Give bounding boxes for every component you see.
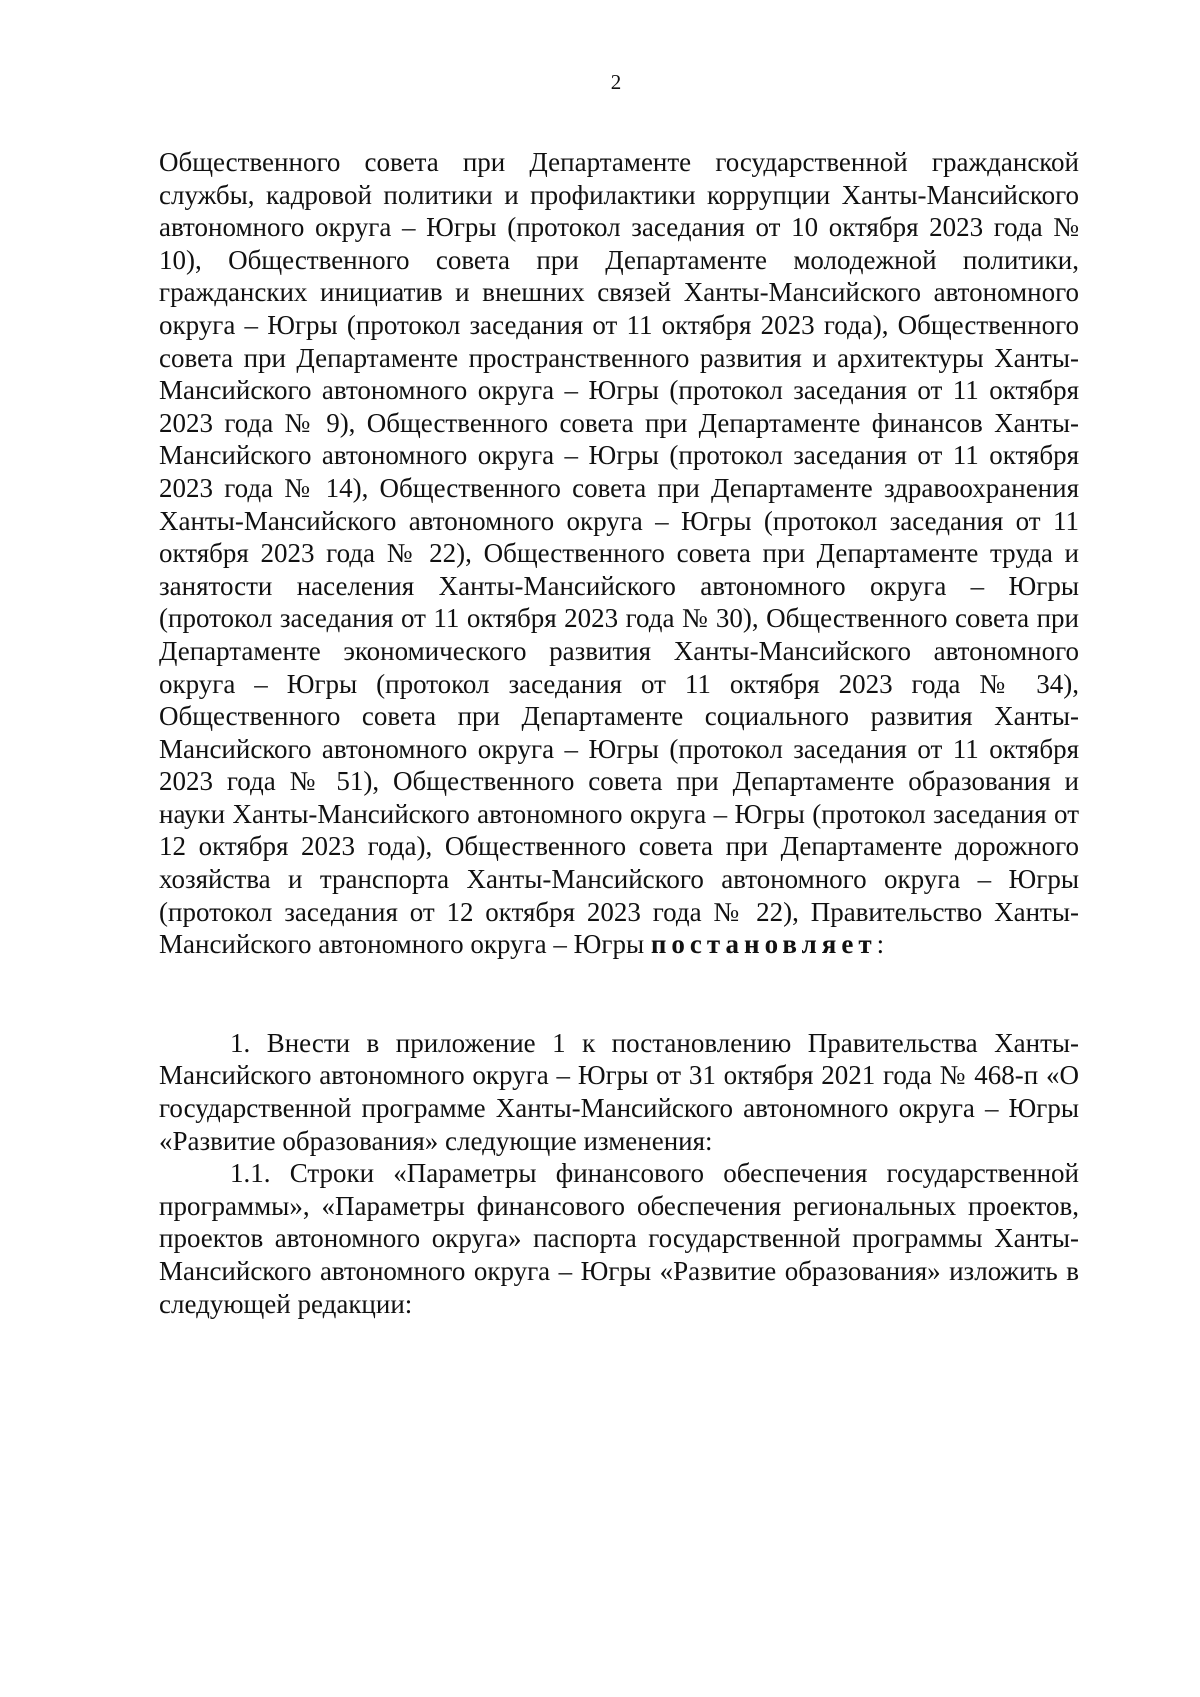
page-number: 2: [610, 70, 622, 94]
item-1-paragraph: 1. Внести в приложение 1 к постановлению Правительства Ханты-Мансийского автономного округа – Югры от 31 октября 2021 года № 468-п «О государственной программе Ханты-Мансийского автономного округа – Югры «Развитие образования» следующие изменения:: [159, 1027, 1079, 1156]
decree-word: постановляет: [650, 929, 877, 960]
preamble-paragraph: [159, 146, 1079, 961]
preamble-tail: :: [876, 929, 885, 960]
paragraph-gap: [159, 961, 1079, 1027]
preamble-text: Общественного совета при Департаменте государственной гражданской службы, кадровой политики и профилактики коррупции Ханты-Мансийского автономного округа – Югры (протокол заседания от 10 октября 2023 года № 10), Общественного совета при Департаменте молодежной политики, гражданских инициатив и внешних связей Ханты-Мансийского автономного округа – Югры (протокол заседания от 11 октября 2023 года), Общественного совета при Департаменте пространственного развития и архитектуры Ханты-Мансийского автономного округа – Югры (протокол заседания от 11 октября 2023 года № 9), Общественного совета при Департаменте финансов Ханты-Мансийского автономного округа – Югры (протокол заседания от 11 октября 2023 года № 14), Общественного совета при Департаменте здравоохранения Ханты-Мансийского автономного округа – Югры (протокол заседания от 11 октября 2023 года № 22), Общественного совета при Департаменте труда и занятости населения Ханты-Мансийского автономного округа – Югры (протокол заседания от 11 октября 2023 года № 30), Общественного совета при Департаменте экономического развития Ханты-Мансийского автономного округа – Югры (протокол заседания от 11 октября 2023 года № 34), Общественного совета при Департаменте социального развития Ханты-Мансийского автономного округа – Югры (протокол заседания от 11 октября 2023 года № 51), Общественного совета при Департаменте образования и науки Ханты-Мансийского автономного округа – Югры (протокол заседания от 12 октября 2023 года), Общественного совета при Департаменте дорожного хозяйства и транспорта Ханты-Мансийского автономного округа – Югры (протокол заседания от 12 октября 2023 года № 22), Правительство Ханты-Мансийского автономного округа – Югры: [159, 147, 1079, 960]
item-1-1-paragraph: 1.1. Строки «Параметры финансового обеспечения государственной программы», «Параметры финансового обеспечения региональных проектов, проектов автономного округа» паспорта государственной программы Ханты-Мансийского автономного округа – Югры «Развитие образования» изложить в следующей редакции:: [159, 1158, 1079, 1319]
document-body: [159, 146, 1079, 1320]
